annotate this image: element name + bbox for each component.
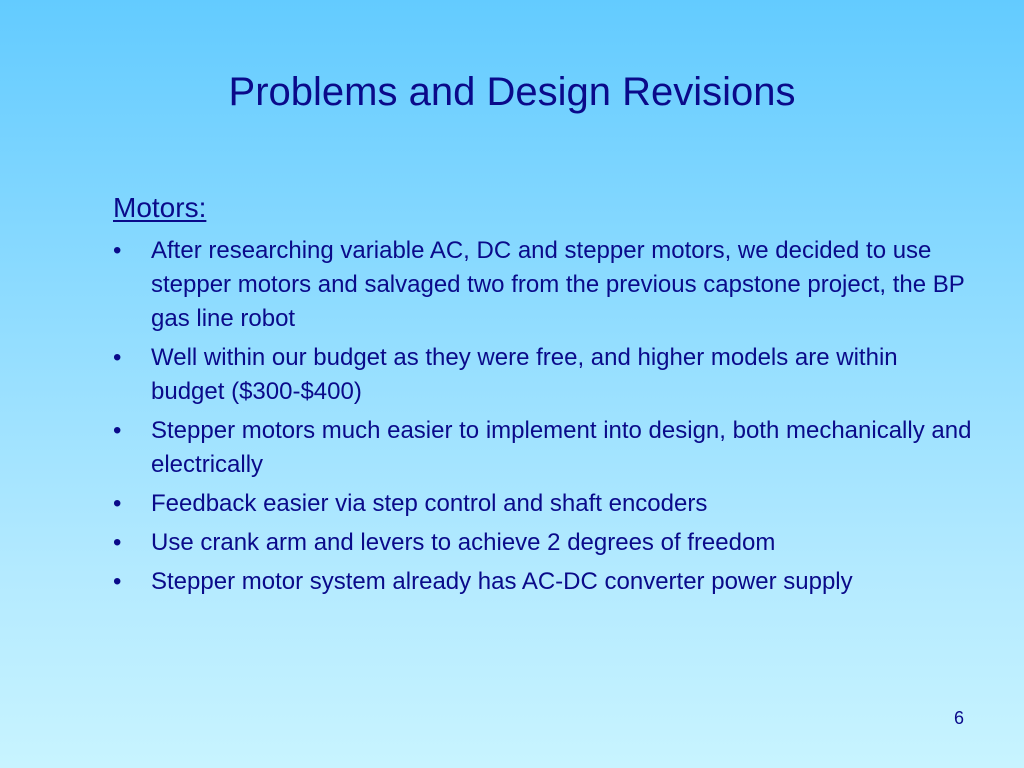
bullet-item [113, 341, 973, 409]
bullet-item [113, 234, 973, 336]
bullet-list [113, 234, 973, 599]
bullet-item [113, 487, 973, 521]
bullet-text: Feedback easier via step control and shaft encoders [151, 490, 708, 517]
bullet-dot-icon: • [113, 568, 122, 595]
bullet-text: Use crank arm and levers to achieve 2 degrees of freedom [151, 529, 776, 556]
bullet-text: Stepper motors much easier to implement into design, both mechanically and electrically [151, 417, 972, 478]
bullet-item [113, 526, 973, 560]
bullet-item [113, 565, 973, 599]
page-number: 6 [953, 708, 964, 728]
bullet-dot-icon: • [113, 237, 122, 264]
bullet-text: Well within our budget as they were free, and higher models are within budget ($300-$400) [151, 344, 898, 405]
bullet-dot-icon: • [113, 344, 122, 371]
bullet-text: After researching variable AC, DC and stepper motors, we decided to use stepper motors and salvaged two from the previous capstone project, the BP gas line robot [151, 237, 965, 332]
slide-content [113, 187, 973, 599]
bullet-text: Stepper motor system already has AC-DC converter power supply [151, 568, 853, 595]
bullet-dot-icon: • [113, 490, 122, 517]
slide-title: Problems and Design Revisions [228, 70, 796, 114]
bullet-dot-icon: • [113, 529, 122, 556]
bullet-dot-icon: • [113, 417, 122, 444]
section-heading-motors: Motors: [113, 192, 207, 223]
bullet-item [113, 414, 973, 482]
